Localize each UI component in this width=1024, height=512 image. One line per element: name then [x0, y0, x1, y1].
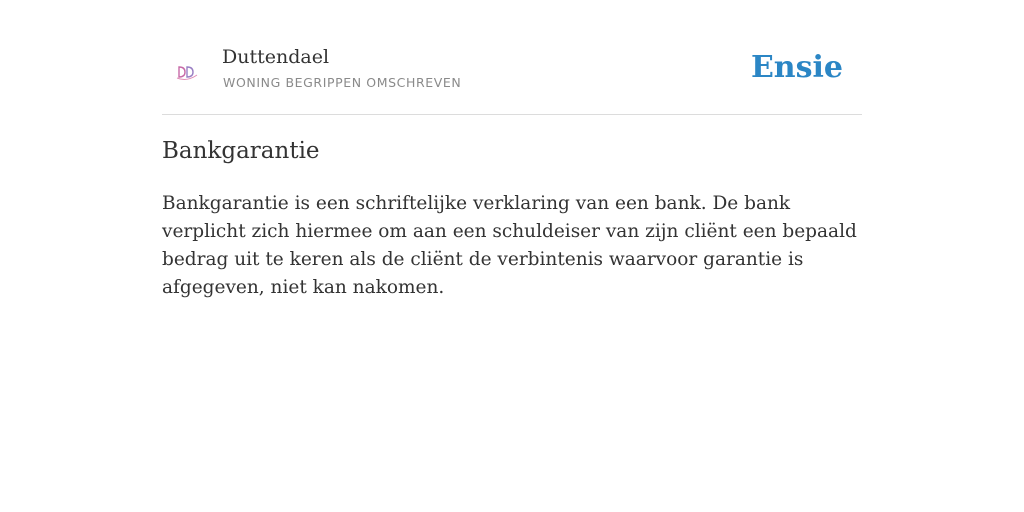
- site-name[interactable]: Duttendael: [222, 46, 330, 68]
- dd-monogram-icon[interactable]: [176, 63, 198, 81]
- brand-logo[interactable]: Ensie: [750, 50, 843, 85]
- term-title: Bankgarantie: [162, 138, 320, 164]
- site-tagline: WONING BEGRIPPEN OMSCHREVEN: [223, 75, 462, 90]
- term-definition: Bankgarantie is een schriftelijke verklaring van een bank. De bank verplicht zich hiermee om aan een schuldeiser van zijn cliënt een bepaald bedrag uit te keren als de cliënt de verbintenis waarvoor garantie is afgegeven, niet kan nakomen.: [162, 193, 857, 298]
- header: [162, 44, 862, 115]
